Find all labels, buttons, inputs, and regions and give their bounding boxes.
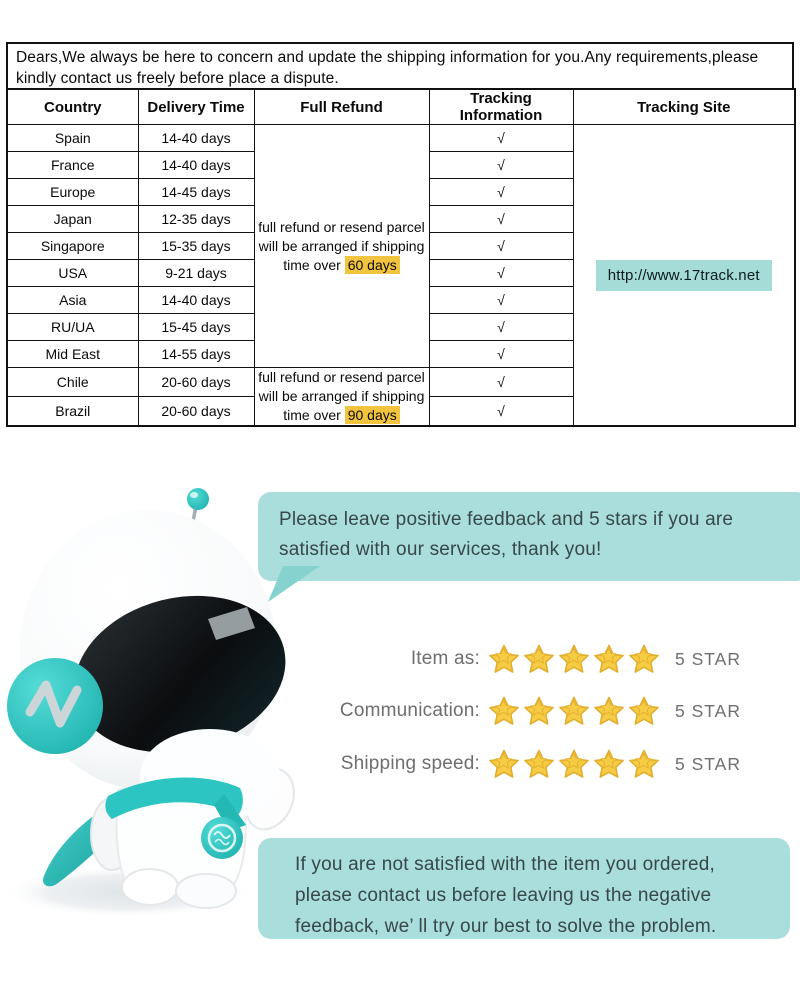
delivery-cell: 15-35 days bbox=[138, 233, 254, 260]
shipping-table-wrapper bbox=[6, 88, 794, 427]
tracking-site-link[interactable]: http://www.17track.net bbox=[596, 260, 772, 291]
tracking-check: √ bbox=[429, 396, 573, 426]
table-header-row bbox=[7, 89, 795, 125]
star-icon bbox=[628, 748, 660, 780]
star-icon bbox=[593, 748, 625, 780]
star-icon bbox=[628, 695, 660, 727]
country-cell: USA bbox=[7, 260, 138, 287]
star-icon bbox=[628, 643, 660, 675]
right-foot bbox=[176, 874, 236, 908]
tracking-check: √ bbox=[429, 341, 573, 368]
antenna-ball bbox=[187, 488, 209, 510]
left-foot bbox=[122, 869, 178, 905]
star-icon bbox=[558, 695, 590, 727]
tracking-check: √ bbox=[429, 125, 573, 152]
delivery-cell: 14-40 days bbox=[138, 125, 254, 152]
header-tracking-site: Tracking Site bbox=[573, 89, 795, 125]
country-cell: Asia bbox=[7, 287, 138, 314]
delivery-cell: 14-45 days bbox=[138, 179, 254, 206]
delivery-cell: 14-55 days bbox=[138, 341, 254, 368]
star-icon bbox=[593, 643, 625, 675]
star-icon bbox=[523, 643, 555, 675]
bubble-line: Please leave positive feedback and 5 stars if you are bbox=[279, 509, 734, 530]
delivery-cell: 15-45 days bbox=[138, 314, 254, 341]
rating-value: 5 STAR bbox=[675, 753, 741, 774]
tracking-check: √ bbox=[429, 287, 573, 314]
star-rating bbox=[488, 643, 663, 675]
star-icon bbox=[523, 695, 555, 727]
country-cell: Chile bbox=[7, 368, 138, 397]
star-icon bbox=[593, 695, 625, 727]
delivery-cell: 12-35 days bbox=[138, 206, 254, 233]
tracking-site-cell bbox=[573, 125, 795, 427]
rating-label: Shipping speed: bbox=[340, 753, 480, 774]
bubble-line: satisfied with our services, thank you! bbox=[279, 539, 602, 560]
country-cell: RU/UA bbox=[7, 314, 138, 341]
bubble-line: please contact us before leaving us the negative bbox=[295, 885, 712, 906]
shipping-table bbox=[6, 88, 796, 427]
speech-bubble-tail bbox=[260, 566, 330, 604]
bubble-line: feedback, we’ ll try our best to solve the problem. bbox=[295, 916, 717, 937]
tracking-check: √ bbox=[429, 152, 573, 179]
refund-days-highlight: 60 days bbox=[345, 256, 400, 274]
delivery-cell: 20-60 days bbox=[138, 368, 254, 397]
shipping-notice: Dears,We always be here to concern and update the shipping information for you.Any requirements,please kindly contact us freely before place a dispute. bbox=[6, 42, 794, 88]
country-cell: Singapore bbox=[7, 233, 138, 260]
delivery-cell: 14-40 days bbox=[138, 152, 254, 179]
star-icon bbox=[488, 643, 520, 675]
star-icon bbox=[523, 748, 555, 780]
refund-text: full refund or resend parcel will be arranged if shipping time over bbox=[258, 218, 425, 273]
header-full-refund: Full Refund bbox=[254, 89, 429, 125]
country-cell: Japan bbox=[7, 206, 138, 233]
full-refund-cell-60 bbox=[254, 125, 429, 368]
header-delivery-time: Delivery Time bbox=[138, 89, 254, 125]
tracking-check: √ bbox=[429, 368, 573, 397]
tracking-check: √ bbox=[429, 314, 573, 341]
country-cell: Mid East bbox=[7, 341, 138, 368]
delivery-cell: 14-40 days bbox=[138, 287, 254, 314]
refund-days-highlight: 90 days bbox=[345, 406, 400, 424]
tracking-check: √ bbox=[429, 260, 573, 287]
header-tracking-information: Tracking Information bbox=[429, 89, 573, 125]
bubble-line: If you are not satisfied with the item you ordered, bbox=[295, 854, 715, 875]
header-country: Country bbox=[7, 89, 138, 125]
rating-row-communication bbox=[230, 692, 790, 730]
star-icon bbox=[558, 748, 590, 780]
country-cell: France bbox=[7, 152, 138, 179]
tracking-check: √ bbox=[429, 206, 573, 233]
tracking-check: √ bbox=[429, 233, 573, 260]
rating-label: Communication: bbox=[339, 700, 480, 721]
table-row bbox=[7, 125, 795, 152]
rating-row-shipping-speed bbox=[230, 745, 790, 783]
negative-feedback-speech-bubble bbox=[258, 838, 790, 939]
refund-text: full refund or resend parcel will be arranged if shipping time over bbox=[258, 369, 425, 423]
star-rating bbox=[488, 748, 663, 780]
star-icon bbox=[488, 695, 520, 727]
tracking-check: √ bbox=[429, 179, 573, 206]
delivery-cell: 20-60 days bbox=[138, 396, 254, 426]
feedback-speech-bubble bbox=[258, 492, 800, 581]
star-icon bbox=[558, 643, 590, 675]
country-cell: Spain bbox=[7, 125, 138, 152]
robot-mascot-illustration bbox=[0, 478, 300, 984]
rating-row-item-as bbox=[230, 640, 790, 678]
rating-label: Item as: bbox=[410, 648, 480, 669]
rating-value: 5 STAR bbox=[675, 700, 741, 721]
star-rating bbox=[488, 695, 663, 727]
full-refund-cell-90 bbox=[254, 368, 429, 427]
rating-value: 5 STAR bbox=[675, 648, 741, 669]
delivery-cell: 9-21 days bbox=[138, 260, 254, 287]
star-icon bbox=[488, 748, 520, 780]
chest-badge bbox=[201, 817, 243, 859]
country-cell: Brazil bbox=[7, 396, 138, 426]
country-cell: Europe bbox=[7, 179, 138, 206]
